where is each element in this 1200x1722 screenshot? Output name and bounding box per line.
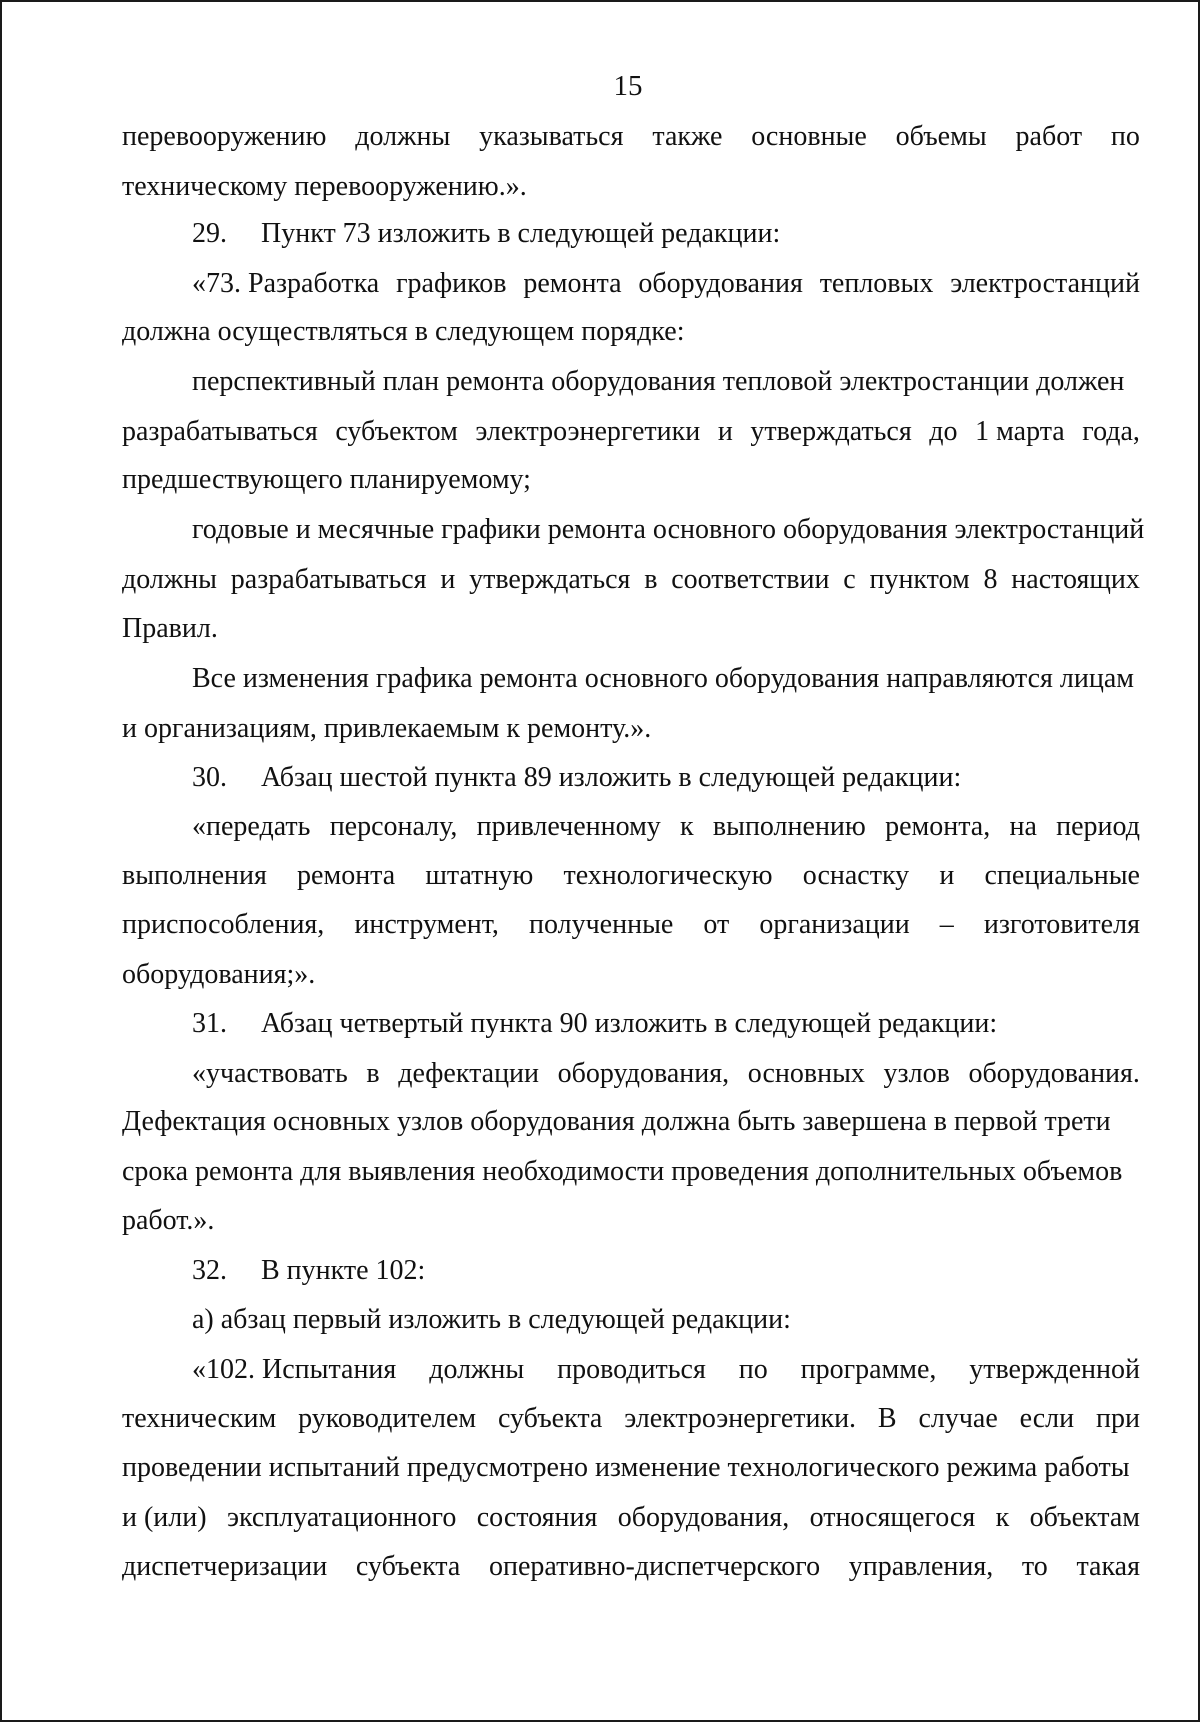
word: относящегося <box>809 1502 976 1533</box>
word: работ <box>1015 121 1083 152</box>
word: «73. Разработка <box>192 268 380 299</box>
item-number: 30. <box>192 762 227 793</box>
word: соответствии <box>671 564 830 595</box>
word: управления, <box>848 1551 994 1582</box>
text-line <box>192 1054 1140 1094</box>
word: дефектации <box>398 1058 540 1089</box>
word: указываться <box>479 121 624 152</box>
word: специальные <box>984 860 1140 891</box>
word: состояния <box>476 1502 598 1533</box>
word: в <box>366 1058 380 1089</box>
word: организации <box>759 909 910 940</box>
word: основные <box>751 121 867 152</box>
text-line: Все изменения графика ремонта основного оборудования направляются лицам <box>192 663 1134 694</box>
item-text: Пункт 73 изложить в следующей редакции: <box>261 218 781 249</box>
item-30 <box>192 758 1140 798</box>
word: оборудования <box>638 268 803 299</box>
word: изготовителя <box>983 909 1140 940</box>
text-line: техническому перевооружению.». <box>122 171 527 202</box>
text-line: годовые и месячные графики ремонта основного оборудования электростанций <box>192 514 1145 545</box>
word: разрабатываться <box>122 416 318 447</box>
word: субъекта <box>497 1403 603 1434</box>
word: период <box>1056 811 1140 842</box>
word: оборудования, <box>557 1058 730 1089</box>
word: основных <box>747 1058 865 1089</box>
item-number: 31. <box>192 1008 227 1039</box>
word: и <box>440 564 456 595</box>
text-line: перспективный план ремонта оборудования тепловой электростанции должен <box>192 366 1125 397</box>
word: программе, <box>800 1354 937 1385</box>
word: технологическую <box>563 860 773 891</box>
word: разрабатываться <box>230 564 427 595</box>
text-line: проведении испытаний предусмотрено изменение технологического режима работы <box>122 1452 1130 1483</box>
word: должны <box>429 1354 525 1385</box>
word: штатную <box>425 860 534 891</box>
word: оснастку <box>802 860 910 891</box>
text-line <box>122 905 1140 945</box>
word: электроэнергетики <box>475 416 701 447</box>
word: и <box>939 860 955 891</box>
text-line: Правил. <box>122 613 218 644</box>
word: то <box>1021 1551 1048 1582</box>
word: диспетчеризации <box>122 1551 328 1582</box>
item-text: Абзац шестой пункта 89 изложить в следующей редакции: <box>261 762 962 793</box>
word: года, <box>1082 416 1140 447</box>
word: персоналу, <box>329 811 458 842</box>
word: если <box>1019 1403 1075 1434</box>
word: в <box>644 564 658 595</box>
word: объемы <box>895 121 987 152</box>
text-line <box>122 412 1140 452</box>
word: утверждаться <box>469 564 631 595</box>
text-line <box>192 264 1140 304</box>
word: электроэнергетики. <box>624 1403 857 1434</box>
word: пунктом <box>869 564 970 595</box>
word: тепловых <box>819 268 934 299</box>
word: «передать <box>192 811 311 842</box>
word: выполнения <box>122 860 267 891</box>
word: оперативно-диспетчерского <box>488 1551 821 1582</box>
word: В <box>877 1403 897 1434</box>
text-line <box>122 1399 1140 1439</box>
text-line: срока ремонта для выявления необходимости проведения дополнительных объемов <box>122 1156 1123 1187</box>
text-line: работ.». <box>122 1205 215 1236</box>
text-line <box>192 807 1140 847</box>
word: электростанций <box>950 268 1140 299</box>
text-line: предшествующего планируемому; <box>122 464 531 495</box>
word: настоящих <box>1011 564 1140 595</box>
word: на <box>1009 811 1037 842</box>
word: полученные <box>529 909 674 940</box>
word: инструмент, <box>354 909 499 940</box>
word: графиков <box>396 268 507 299</box>
word: с <box>843 564 856 595</box>
word: должны <box>122 564 217 595</box>
word: 1 марта <box>975 416 1065 447</box>
word: ремонта, <box>885 811 991 842</box>
text-line <box>122 1498 1140 1538</box>
word: и (или) <box>122 1502 207 1533</box>
text-line <box>122 560 1140 600</box>
text-line: Дефектация основных узлов оборудования должна быть завершена в первой трети <box>122 1106 1111 1137</box>
word: по <box>1110 121 1140 152</box>
item-text: В пункте 102: <box>261 1255 426 1286</box>
word: к <box>680 811 694 842</box>
text-line <box>122 1547 1140 1587</box>
word: привлеченному <box>476 811 661 842</box>
item-text: Абзац четвертый пункта 90 изложить в следующей редакции: <box>261 1008 998 1039</box>
word: по <box>738 1354 768 1385</box>
word: перевооружению <box>122 121 327 152</box>
word: проводиться <box>557 1354 706 1385</box>
word: ремонта <box>523 268 622 299</box>
text-line: а) абзац первый изложить в следующей редакции: <box>192 1304 791 1335</box>
word: должны <box>355 121 451 152</box>
item-number: 29. <box>192 218 227 249</box>
word: оборудования. <box>968 1058 1140 1089</box>
word: до <box>929 416 958 447</box>
text-line <box>192 1350 1140 1390</box>
word: «102. Испытания <box>192 1354 397 1385</box>
word: от <box>703 909 730 940</box>
word: утвержденной <box>969 1354 1140 1385</box>
text-line: оборудования;». <box>122 959 316 990</box>
word: также <box>652 121 723 152</box>
word: – <box>939 909 954 940</box>
word: техническим <box>122 1403 277 1434</box>
word: субъекта <box>355 1551 461 1582</box>
text-line <box>122 117 1140 157</box>
word: объектам <box>1029 1502 1140 1533</box>
word: выполнению <box>712 811 866 842</box>
text-line: должна осуществляться в следующем порядке: <box>122 316 685 347</box>
word: оборудования, <box>617 1502 790 1533</box>
word: к <box>995 1502 1010 1533</box>
word: случае <box>918 1403 998 1434</box>
word: утверждаться <box>750 416 912 447</box>
text-line <box>122 856 1140 896</box>
word: руководителем <box>298 1403 477 1434</box>
word: ремонта <box>297 860 396 891</box>
word: и <box>717 416 733 447</box>
word: при <box>1095 1403 1140 1434</box>
item-31 <box>192 1004 1140 1044</box>
word: эксплуатационного <box>226 1502 457 1533</box>
item-number: 32. <box>192 1255 227 1286</box>
word: такая <box>1076 1551 1140 1582</box>
item-29 <box>192 214 1140 254</box>
word: субъектом <box>335 416 458 447</box>
word: 8 <box>983 564 998 595</box>
item-32 <box>192 1251 1140 1291</box>
word: узлов <box>883 1058 950 1089</box>
text-line: и организациям, привлекаемым к ремонту.». <box>122 713 652 744</box>
page-number: 15 <box>613 70 643 102</box>
word: приспособления, <box>122 909 325 940</box>
word: «участвовать <box>192 1058 348 1089</box>
